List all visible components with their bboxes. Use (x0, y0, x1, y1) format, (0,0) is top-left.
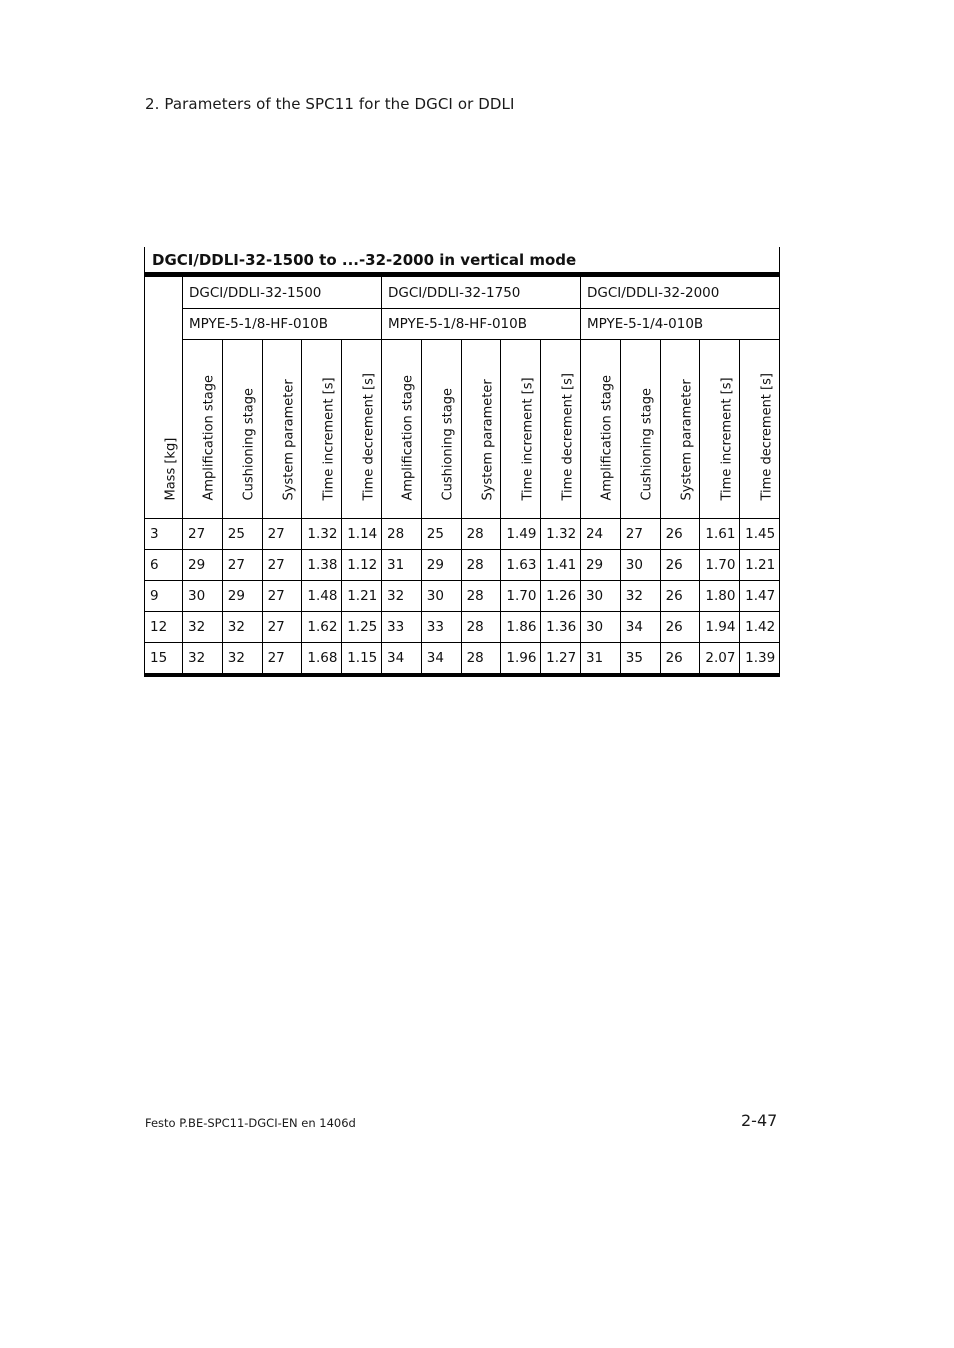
value-cell: 29 (421, 550, 461, 581)
mass-cell: 6 (145, 550, 183, 581)
param-header-g2-p4 (501, 340, 541, 519)
value-cell: 1.26 (541, 581, 581, 612)
param-header-g3-p1 (580, 340, 620, 519)
param-label: Cushioning stage (639, 388, 655, 501)
value-cell: 1.14 (342, 519, 382, 550)
param-label: System parameter (679, 379, 695, 501)
value-cell: 1.41 (541, 550, 581, 581)
value-cell: 1.48 (302, 581, 342, 612)
parameter-table (144, 276, 780, 677)
value-cell: 28 (461, 550, 501, 581)
value-cell: 26 (660, 643, 700, 676)
value-cell: 31 (381, 550, 421, 581)
value-cell: 2.07 (700, 643, 740, 676)
value-cell: 1.96 (501, 643, 541, 676)
value-cell: 27 (262, 519, 302, 550)
value-cell: 33 (421, 612, 461, 643)
param-label: Time decrement [s] (560, 373, 576, 501)
value-cell: 26 (660, 519, 700, 550)
value-cell: 30 (183, 581, 223, 612)
value-cell: 28 (461, 581, 501, 612)
value-cell: 29 (183, 550, 223, 581)
param-header-g2-p3 (461, 340, 501, 519)
value-cell: 1.36 (541, 612, 581, 643)
value-cell: 27 (262, 581, 302, 612)
valve-header-2: MPYE-5-1/8-HF-010B (381, 309, 580, 340)
footer-doc-id: Festo P.BE-SPC11-DGCI-EN en 1406d (145, 1116, 356, 1130)
value-cell: 1.12 (342, 550, 382, 581)
value-cell: 1.39 (740, 643, 780, 676)
value-cell: 35 (620, 643, 660, 676)
value-cell: 25 (222, 519, 262, 550)
param-label: Amplification stage (201, 375, 217, 501)
value-cell: 27 (222, 550, 262, 581)
value-cell: 32 (620, 581, 660, 612)
parameter-table-container (144, 247, 780, 677)
value-cell: 1.62 (302, 612, 342, 643)
value-cell: 32 (222, 643, 262, 676)
value-cell: 1.25 (342, 612, 382, 643)
mass-label: Mass [kg] (163, 437, 178, 501)
param-label: Cushioning stage (241, 388, 257, 501)
table-title: DGCI/DDLI-32-1500 to ...-32-2000 in vertical mode (144, 247, 780, 276)
table-row (145, 581, 780, 612)
parameter-header-row (145, 340, 780, 519)
value-cell: 26 (660, 581, 700, 612)
model-header-3: DGCI/DDLI-32-2000 (580, 277, 779, 309)
param-label: Time decrement [s] (361, 373, 377, 501)
value-cell: 27 (262, 550, 302, 581)
value-cell: 1.94 (700, 612, 740, 643)
table-body (145, 519, 780, 676)
param-header-g2-p2 (421, 340, 461, 519)
value-cell: 1.80 (700, 581, 740, 612)
value-cell: 1.47 (740, 581, 780, 612)
value-cell: 30 (580, 612, 620, 643)
value-cell: 34 (381, 643, 421, 676)
value-cell: 26 (660, 550, 700, 581)
model-header-1: DGCI/DDLI-32-1500 (183, 277, 382, 309)
value-cell: 24 (580, 519, 620, 550)
param-header-g1-p4 (302, 340, 342, 519)
value-cell: 30 (620, 550, 660, 581)
value-cell: 28 (461, 643, 501, 676)
param-label: Amplification stage (599, 375, 615, 501)
param-header-g3-p2 (620, 340, 660, 519)
value-cell: 1.68 (302, 643, 342, 676)
value-cell: 32 (381, 581, 421, 612)
value-cell: 1.45 (740, 519, 780, 550)
value-cell: 33 (381, 612, 421, 643)
value-cell: 25 (421, 519, 461, 550)
param-label: System parameter (480, 379, 496, 501)
model-header-2: DGCI/DDLI-32-1750 (381, 277, 580, 309)
value-cell: 1.61 (700, 519, 740, 550)
value-cell: 26 (660, 612, 700, 643)
param-header-g1-p5 (342, 340, 382, 519)
param-header-g1-p3 (262, 340, 302, 519)
param-label: Time increment [s] (321, 377, 337, 501)
param-label: Time increment [s] (520, 377, 536, 501)
chapter-heading: 2. Parameters of the SPC11 for the DGCI or DDLI (145, 95, 515, 113)
param-header-g3-p4 (700, 340, 740, 519)
value-cell: 1.15 (342, 643, 382, 676)
value-cell: 29 (580, 550, 620, 581)
param-label: Time decrement [s] (759, 373, 775, 501)
mass-cell: 15 (145, 643, 183, 676)
value-cell: 1.49 (501, 519, 541, 550)
valve-header-1: MPYE-5-1/8-HF-010B (183, 309, 382, 340)
mass-cell: 9 (145, 581, 183, 612)
value-cell: 1.27 (541, 643, 581, 676)
param-header-g2-p5 (541, 340, 581, 519)
value-cell: 31 (580, 643, 620, 676)
value-cell: 29 (222, 581, 262, 612)
value-cell: 30 (421, 581, 461, 612)
mass-header (145, 277, 183, 519)
value-cell: 1.70 (501, 581, 541, 612)
value-cell: 28 (461, 519, 501, 550)
value-cell: 34 (620, 612, 660, 643)
param-header-g2-p1 (381, 340, 421, 519)
value-cell: 27 (620, 519, 660, 550)
value-cell: 27 (183, 519, 223, 550)
param-header-g1-p1 (183, 340, 223, 519)
value-cell: 1.32 (541, 519, 581, 550)
page-number: 2-47 (741, 1111, 778, 1130)
value-cell: 1.21 (342, 581, 382, 612)
value-cell: 32 (222, 612, 262, 643)
table-row (145, 550, 780, 581)
value-cell: 1.32 (302, 519, 342, 550)
table-row (145, 519, 780, 550)
value-cell: 1.70 (700, 550, 740, 581)
table-row (145, 643, 780, 676)
value-cell: 1.86 (501, 612, 541, 643)
value-cell: 27 (262, 612, 302, 643)
value-cell: 28 (461, 612, 501, 643)
model-header-row (145, 277, 780, 309)
value-cell: 27 (262, 643, 302, 676)
mass-cell: 12 (145, 612, 183, 643)
value-cell: 32 (183, 643, 223, 676)
value-cell: 1.21 (740, 550, 780, 581)
param-header-g1-p2 (222, 340, 262, 519)
valve-header-row (145, 309, 780, 340)
param-header-g3-p5 (740, 340, 780, 519)
param-header-g3-p3 (660, 340, 700, 519)
value-cell: 30 (580, 581, 620, 612)
valve-header-3: MPYE-5-1/4-010B (580, 309, 779, 340)
param-label: Time increment [s] (719, 377, 735, 501)
param-label: Cushioning stage (440, 388, 456, 501)
value-cell: 32 (183, 612, 223, 643)
value-cell: 1.38 (302, 550, 342, 581)
param-label: Amplification stage (400, 375, 416, 501)
mass-cell: 3 (145, 519, 183, 550)
table-row (145, 612, 780, 643)
param-label: System parameter (281, 379, 297, 501)
value-cell: 34 (421, 643, 461, 676)
value-cell: 1.42 (740, 612, 780, 643)
value-cell: 1.63 (501, 550, 541, 581)
value-cell: 28 (381, 519, 421, 550)
